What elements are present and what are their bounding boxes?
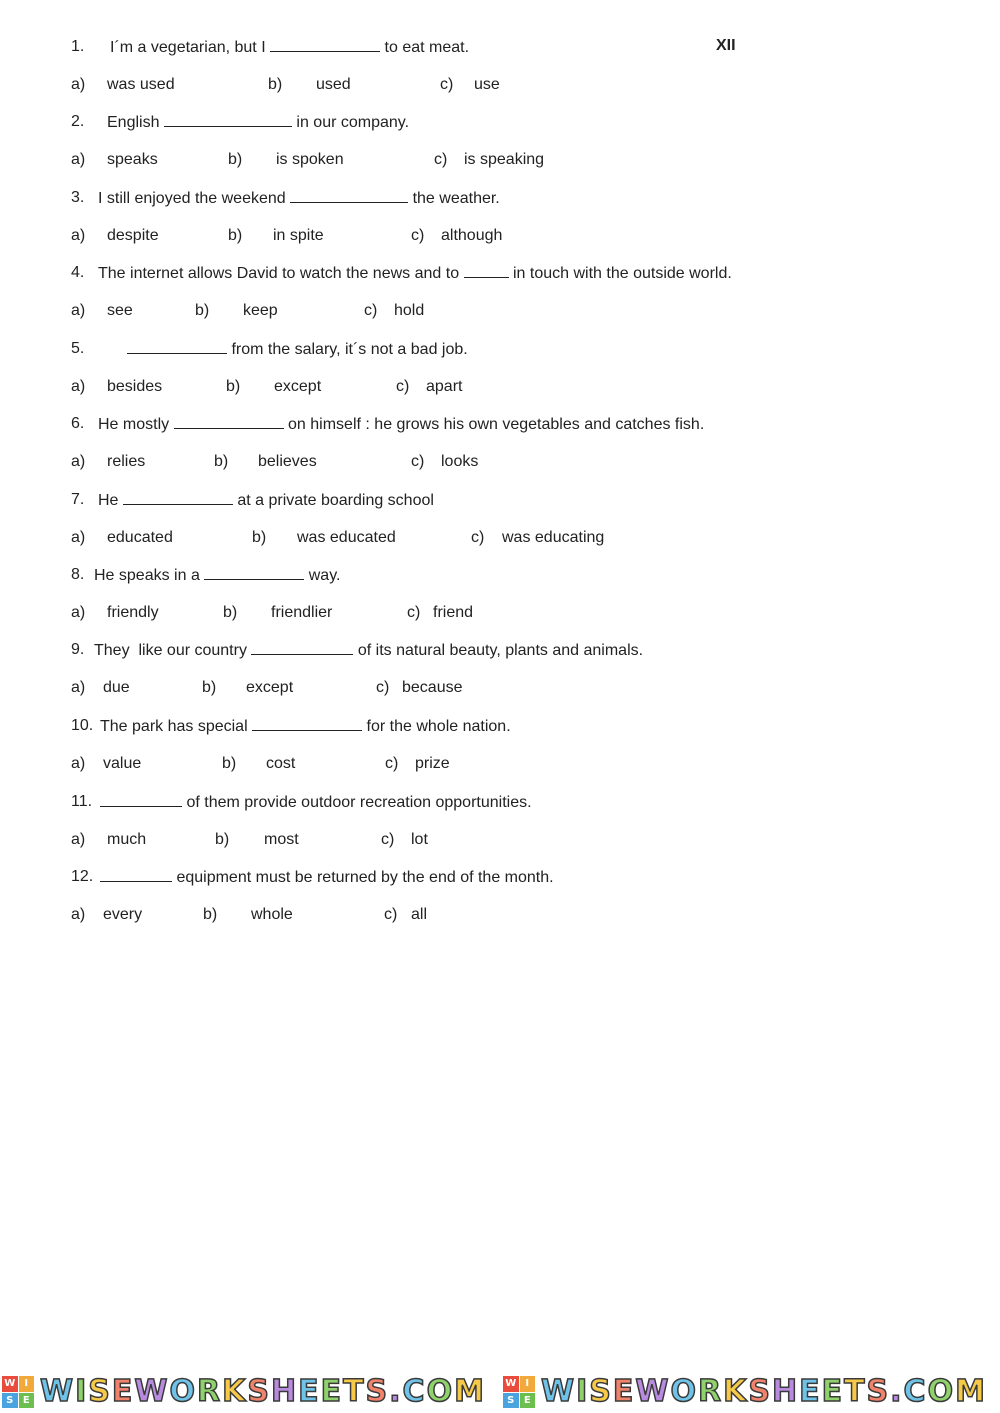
question-sentence xyxy=(110,37,469,58)
question-number: 12. xyxy=(71,868,94,885)
logo-tile: S xyxy=(503,1393,519,1409)
option-text[interactable]: most xyxy=(264,831,299,848)
option-letter: a) xyxy=(71,604,86,621)
answer-blank[interactable] xyxy=(100,792,182,807)
question-number: 10. xyxy=(71,717,94,734)
question-number: 4. xyxy=(71,264,85,281)
sentence-start: English xyxy=(107,114,160,131)
question-number: 11. xyxy=(71,793,93,810)
sentence-end: from the salary, it´s not a bad job. xyxy=(231,341,468,358)
question-number: 6. xyxy=(71,415,85,432)
footer-brand-strip xyxy=(0,1372,1000,1413)
option-letter: b) xyxy=(202,679,217,696)
question-number: 3. xyxy=(71,189,85,206)
question-sentence xyxy=(98,188,500,209)
answer-blank[interactable] xyxy=(290,188,408,203)
option-letter: c) xyxy=(385,755,399,772)
option-text[interactable]: believes xyxy=(258,453,317,470)
wiseworksheets-brand xyxy=(2,1376,497,1408)
question-sentence xyxy=(94,640,643,661)
question-number: 8. xyxy=(71,566,85,583)
option-text[interactable]: whole xyxy=(251,906,293,923)
sentence-start: I´m a vegetarian, but I xyxy=(110,39,266,56)
option-letter: a) xyxy=(71,906,86,923)
question-number: 2. xyxy=(71,113,85,130)
option-text[interactable]: speaks xyxy=(107,151,158,168)
option-letter: b) xyxy=(228,151,243,168)
logo-tile: W xyxy=(503,1376,519,1392)
option-letter: c) xyxy=(434,151,448,168)
option-text[interactable]: friendly xyxy=(107,604,159,621)
option-text[interactable]: educated xyxy=(107,529,173,546)
option-letter: a) xyxy=(71,755,86,772)
option-letter: a) xyxy=(71,529,86,546)
option-letter: c) xyxy=(411,227,425,244)
sentence-start: The internet allows David to watch the news and to xyxy=(98,265,460,282)
question-number: 5. xyxy=(71,340,85,357)
sentence-end: of them provide outdoor recreation opportunities. xyxy=(186,794,532,811)
option-text[interactable]: because xyxy=(402,679,463,696)
option-letter: b) xyxy=(214,453,229,470)
option-letter: a) xyxy=(71,151,86,168)
brand-name: WISEWORKSHEETS.COM xyxy=(40,1374,486,1409)
answer-blank[interactable] xyxy=(164,112,292,127)
option-letter: c) xyxy=(396,378,410,395)
sentence-end: to eat meat. xyxy=(384,39,470,56)
option-text[interactable]: looks xyxy=(441,453,479,470)
option-letter: b) xyxy=(226,378,241,395)
option-text[interactable]: all xyxy=(411,906,428,923)
logo-tile: E xyxy=(19,1393,35,1409)
option-text[interactable]: despite xyxy=(107,227,159,244)
option-letter: c) xyxy=(364,302,378,319)
option-text[interactable]: relies xyxy=(107,453,146,470)
wiseworksheets-logo-icon xyxy=(2,1376,34,1408)
sentence-start: He xyxy=(98,492,119,509)
worksheet-title: XII xyxy=(716,37,736,54)
question-number: 1. xyxy=(71,38,85,55)
option-text[interactable]: every xyxy=(103,906,143,923)
answer-blank[interactable] xyxy=(270,37,380,52)
option-letter: a) xyxy=(71,679,86,696)
option-letter: b) xyxy=(215,831,230,848)
option-text[interactable]: use xyxy=(474,76,500,93)
option-letter: a) xyxy=(71,453,86,470)
question-sentence xyxy=(94,565,340,586)
option-letter: c) xyxy=(471,529,485,546)
logo-tile: I xyxy=(520,1376,536,1392)
option-text[interactable]: hold xyxy=(394,302,425,319)
sentence-end: way. xyxy=(308,567,341,584)
sentence-end: equipment must be returned by the end of the month. xyxy=(176,869,554,886)
option-text[interactable]: was educating xyxy=(502,529,605,546)
option-letter: b) xyxy=(268,76,283,93)
option-letter: a) xyxy=(71,302,86,319)
option-text[interactable]: except xyxy=(274,378,322,395)
sentence-start: They like our country xyxy=(94,642,247,659)
option-letter: c) xyxy=(384,906,398,923)
question-sentence xyxy=(107,112,409,133)
option-text[interactable]: apart xyxy=(426,378,463,395)
option-letter: b) xyxy=(195,302,210,319)
sentence-end: the weather. xyxy=(412,190,500,207)
option-text[interactable]: keep xyxy=(243,302,278,319)
option-text[interactable]: friendlier xyxy=(271,604,333,621)
sentence-start: I still enjoyed the weekend xyxy=(98,190,286,207)
question-number: 7. xyxy=(71,491,85,508)
sentence-end: on himself : he grows his own vegetables and catches fish. xyxy=(288,416,705,433)
question-sentence xyxy=(98,414,704,435)
option-text[interactable]: much xyxy=(107,831,147,848)
brand-name: WISEWORKSHEETS.COM xyxy=(541,1374,987,1409)
option-text[interactable]: except xyxy=(246,679,294,696)
option-letter: a) xyxy=(71,831,86,848)
answer-blank[interactable] xyxy=(204,565,304,580)
question-sentence xyxy=(100,792,532,813)
option-letter: a) xyxy=(71,227,86,244)
sentence-end: at a private boarding school xyxy=(237,492,434,509)
logo-tile: I xyxy=(19,1376,35,1392)
question-number: 9. xyxy=(71,641,85,658)
option-text[interactable]: was used xyxy=(107,76,175,93)
question-sentence xyxy=(98,490,434,511)
option-text[interactable]: is spoken xyxy=(276,151,344,168)
option-letter: b) xyxy=(252,529,267,546)
option-letter: a) xyxy=(71,76,86,93)
option-text[interactable]: is speaking xyxy=(464,151,545,168)
sentence-end: for the whole nation. xyxy=(366,718,511,735)
option-text[interactable]: friend xyxy=(433,604,474,621)
wiseworksheets-logo-icon xyxy=(503,1376,535,1408)
option-text[interactable]: value xyxy=(103,755,142,772)
question-sentence xyxy=(100,716,511,737)
answer-blank[interactable] xyxy=(464,263,509,278)
option-text[interactable]: prize xyxy=(415,755,450,772)
option-letter: c) xyxy=(440,76,454,93)
answer-blank[interactable] xyxy=(123,490,233,505)
option-text[interactable]: cost xyxy=(266,755,296,772)
sentence-end: in touch with the outside world. xyxy=(513,265,732,282)
option-text[interactable]: see xyxy=(107,302,133,319)
sentence-start: He mostly xyxy=(98,416,170,433)
option-letter: b) xyxy=(228,227,243,244)
answer-blank[interactable] xyxy=(252,716,362,731)
answer-blank[interactable] xyxy=(174,414,284,429)
wiseworksheets-brand xyxy=(503,1376,998,1408)
option-text[interactable]: due xyxy=(103,679,130,696)
option-text[interactable]: used xyxy=(316,76,351,93)
option-letter: c) xyxy=(407,604,421,621)
option-letter: b) xyxy=(223,604,238,621)
logo-tile: S xyxy=(2,1393,18,1409)
option-text[interactable]: lot xyxy=(411,831,428,848)
question-sentence xyxy=(100,867,554,888)
question-sentence xyxy=(127,339,468,360)
option-text[interactable]: although xyxy=(441,227,503,244)
sentence-end: of its natural beauty, plants and animals. xyxy=(357,642,644,659)
option-letter: c) xyxy=(381,831,395,848)
option-letter: a) xyxy=(71,378,86,395)
sentence-end: in our company. xyxy=(296,114,410,131)
option-letter: b) xyxy=(222,755,237,772)
option-letter: c) xyxy=(411,453,425,470)
option-letter: c) xyxy=(376,679,390,696)
option-text[interactable]: in spite xyxy=(273,227,324,244)
question-sentence xyxy=(98,263,732,284)
answer-blank[interactable] xyxy=(251,640,353,655)
option-text[interactable]: was educated xyxy=(297,529,396,546)
answer-blank[interactable] xyxy=(100,867,172,882)
option-letter: b) xyxy=(203,906,218,923)
answer-blank[interactable] xyxy=(127,339,227,354)
logo-tile: E xyxy=(520,1393,536,1409)
logo-tile: W xyxy=(2,1376,18,1392)
sentence-start: The park has special xyxy=(100,718,248,735)
sentence-start: He speaks in a xyxy=(94,567,200,584)
option-text[interactable]: besides xyxy=(107,378,163,395)
